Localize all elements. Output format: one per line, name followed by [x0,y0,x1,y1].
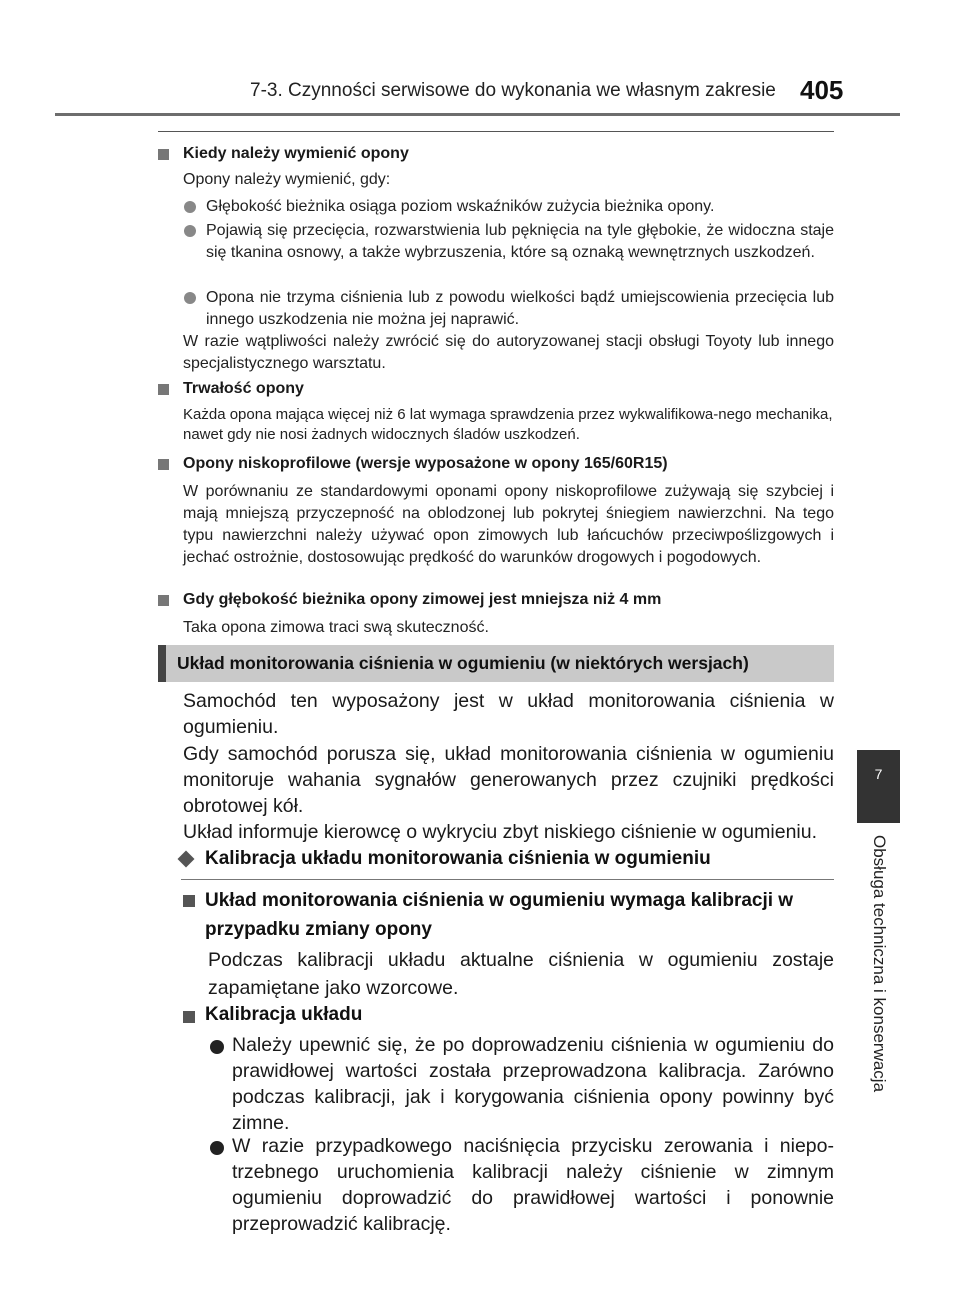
section-accent [158,645,166,682]
text-winter-depth: Taka opona zimowa traci swą skuteczność. [183,619,489,636]
list-item: Opona nie trzyma ciśnienia lub z powodu wielkości bądź umiejscowienia przecięcia lub innego uszkodzenia nie można jej naprawić. [206,289,834,328]
list-item: Pojawią się przecięcia, rozwarstwienia lub pęknięcia na tyle głębokie, że widoczna staje się tkanina osnowy, a także wybrzuszenia, które są oznaką wewnętrznych uszkodzeń. [206,222,834,261]
top-rule [158,131,834,132]
page-number: 405 [800,75,844,105]
paragraph-tpms-1: Samochód ten wyposażony jest w układ monitorowania ciśnienia w ogumieniu. [183,690,834,738]
diamond-bullet-icon [178,851,195,868]
section-title: Układ monitorowania ciśnienia w ogumieniu (w niektórych wersjach) [177,653,749,673]
chapter-tab: 7 [857,750,900,823]
heading-calibration-requirement: Układ monitorowania ciśnienia w ogumieniu wymaga kalibracji w przypadku zmiany opony [205,890,794,940]
chapter-label [866,835,892,1215]
round-bullet-icon [184,225,196,237]
header-rule [55,113,900,116]
round-bullet-icon [184,292,196,304]
heading-calibration: Kalibracja układu monitorowania ciśnienia w ogumieniu [205,848,711,869]
list-item: W razie przypadkowego naciśnięcia przycisku zerowania i niepo-trzebnego uruchomienia kalibracji należy ciśnienie w zimnym ogumieniu doprowadzić do prawidłowej wartości i ponownie przeprowadzić kalibrację. [232,1135,834,1235]
text-calibration-requirement: Podczas kalibracji układu aktualne ciśnienia w ogumieniu zostaje zapamiętane jako wzorcowe. [208,949,834,999]
paragraph-tpms-2: Gdy samochód porusza się, układ monitorowania ciśnienia w ogumieniu monitoruje wahania sygnałów generowanych przez czujniki prędkości obrotowej kół. [183,743,834,817]
square-bullet-icon [158,459,169,470]
heading-durability: Trwałość opony [183,380,304,397]
section-title-bar [158,645,834,682]
paragraph-tpms-3: Układ informuje kierowcę o wykryciu zbyt niskiego ciśnienie w ogumieniu. [183,821,818,843]
square-bullet-icon [158,595,169,606]
square-bullet-icon [158,149,169,160]
intro-when-replace: Opony należy wymienić, gdy: [183,171,391,188]
round-bullet-icon [184,201,196,213]
heading-low-profile: Opony niskoprofilowe (wersje wyposażone w opony 165/60R15) [183,455,668,472]
list-item: Należy upewnić się, że po doprowadzeniu ciśnienia w ogumieniu do prawidłowej wartości została przeprowadzona kalibracja. Zarówno podczas kalibracji, jak i korygowania ciśnienia opony powinny być zimne. [232,1034,834,1134]
heading-when-replace: Kiedy należy wymienić opony [183,145,409,162]
text-durability: Każda opona mająca więcej niż 6 lat wymaga sprawdzenia przez wykwalifikowa-nego mechanika, nawet gdy nie nosi żadnych widocznych śladów uszkodzeń. [183,406,833,443]
heading-winter-depth: Gdy głębokość bieżnika opony zimowej jest mniejsza niż 4 mm [183,591,662,608]
square-bullet-icon [158,384,169,395]
text-low-profile: W porównaniu ze standardowymi oponami opony niskoprofilowe zużywają się szybciej i mają mniejszą przyczepność na oblodzonej lub pokrytej śniegiem nawierzchni. Na tego typu nawierzchni należy używać opon zimowych lub łańcuchów przeciwpoślizgowych i jechać ostrożnie, dostosowując prędkość do warunków drogowych i pogodowych. [183,483,834,566]
round-bullet-icon [210,1040,224,1054]
chapter-label-text: Obsługa techniczna i konserwacja [870,835,889,1093]
list-item: Głębokość bieżnika osiąga poziom wskaźników zużycia bieżnika opony. [206,198,715,215]
square-bullet-icon [183,1011,195,1023]
note-when-replace: W razie wątpliwości należy zwrócić się do autoryzowanej stacji obsługi Toyoty lub innego specjalistycznego warsztatu. [183,333,834,372]
header-title: 7-3. Czynności serwisowe do wykonania we własnym zakresie [250,80,776,101]
heading-calibration-procedure: Kalibracja układu [205,1004,363,1025]
square-bullet-icon [183,895,195,907]
subheading-rule [181,879,834,880]
round-bullet-icon [210,1141,224,1155]
